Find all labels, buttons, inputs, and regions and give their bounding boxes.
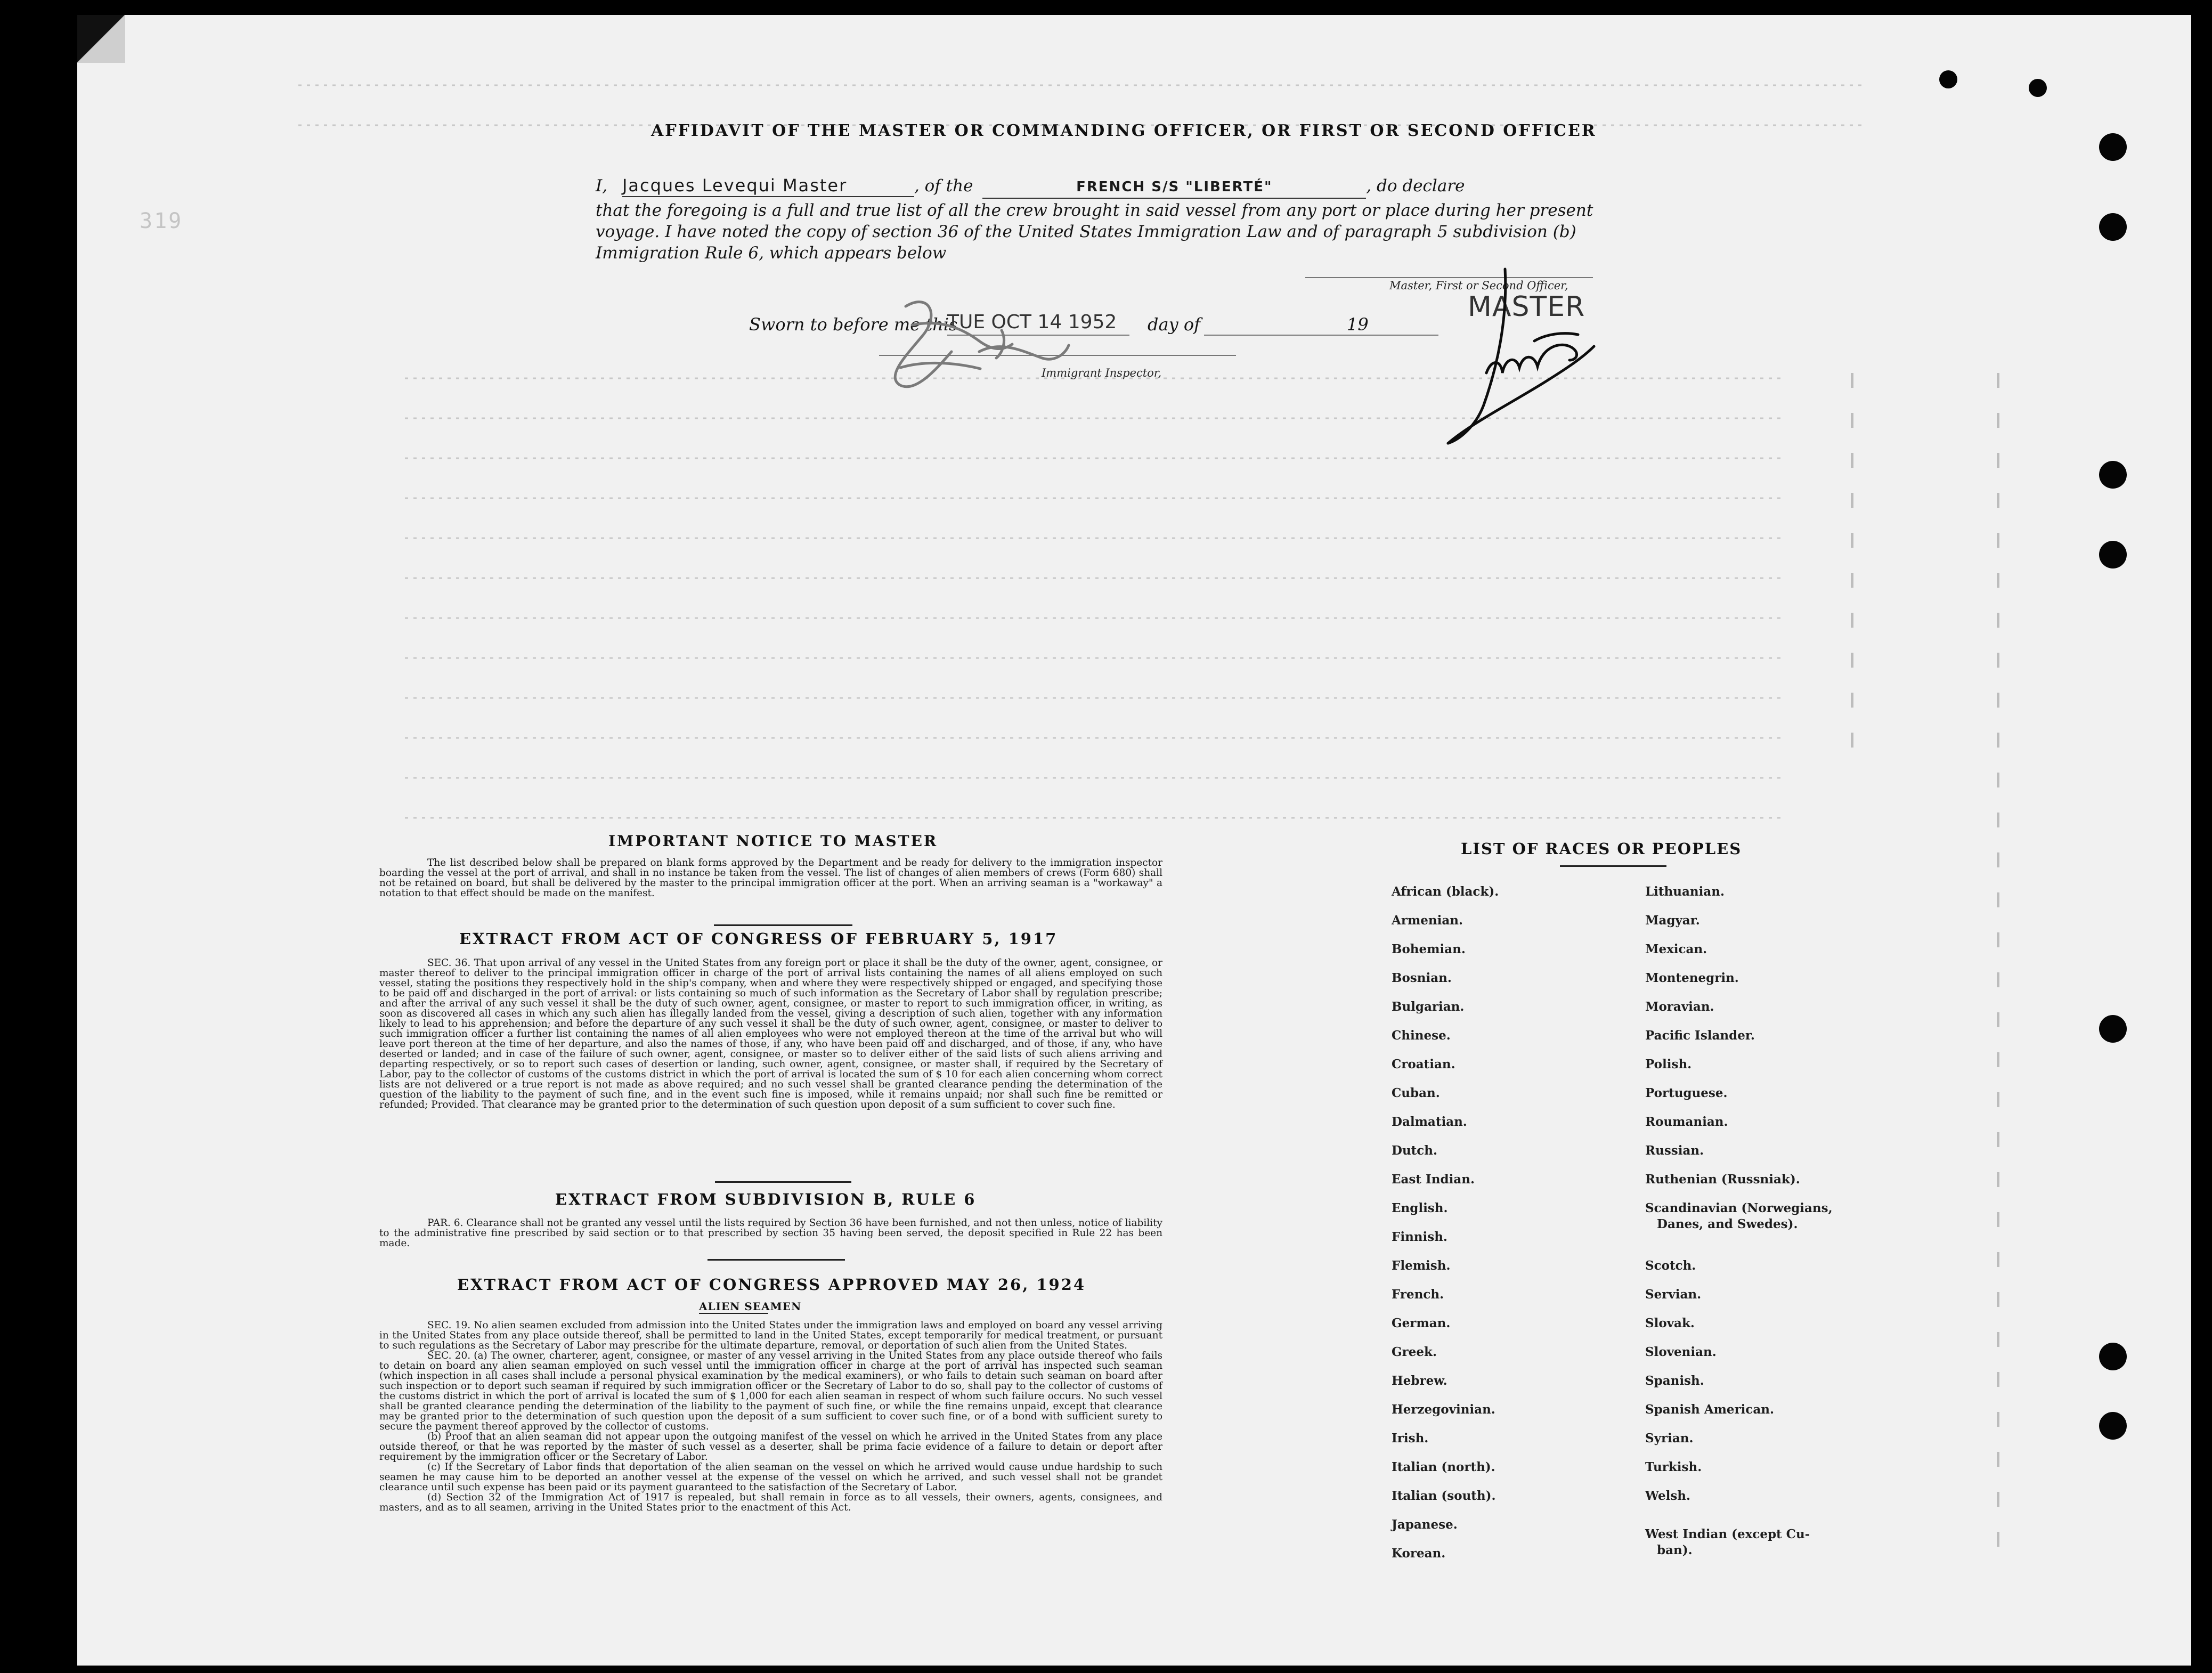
race-item: French. bbox=[1392, 1287, 1444, 1302]
race-item: Syrian. bbox=[1645, 1431, 1694, 1445]
race-item: Greek. bbox=[1392, 1345, 1437, 1359]
race-item: Lithuanian. bbox=[1645, 884, 1725, 899]
notice-title: IMPORTANT NOTICE TO MASTER bbox=[608, 832, 938, 850]
race-item: Cuban. bbox=[1392, 1086, 1440, 1100]
race-item: Pacific Islander. bbox=[1645, 1028, 1755, 1043]
races-title: LIST OF RACES OR PEOPLES bbox=[1461, 840, 1742, 858]
race-item: Japanese. bbox=[1392, 1517, 1458, 1532]
master-signature bbox=[1448, 269, 1594, 443]
race-item: Montenegrin. bbox=[1645, 971, 1739, 985]
race-item: Finnish. bbox=[1392, 1230, 1447, 1244]
race-item: Armenian. bbox=[1392, 913, 1463, 928]
section-19-paragraph: SEC. 19. No alien seamen excluded from admission into the United States under the immigration laws and employed on board any vessel arriving in the United States from any place outside thereof, shall be permitted to land in the United States, except temporarily for medical treatment, or pursuant to such regulations as the Secretary of Labor may prescribe for the ultimate departure, removal, or deportation of such alien from the United States. bbox=[379, 1320, 1162, 1351]
section-20c-paragraph: (c) If the Secretary of Labor finds that deportation of the alien seaman on the vessel on which he arrived would cause undue hardship to such seamen he may cause him to be deported an another vessel at the expense of the vessel on which he arrived, and such vessel shall not be grandet clearance until such expense has been paid or its payment guaranteed to the satisfaction of the Secretary of Labor. bbox=[379, 1461, 1162, 1493]
race-item: Polish. bbox=[1645, 1057, 1692, 1071]
divider bbox=[707, 1259, 845, 1261]
race-item: Portuguese. bbox=[1645, 1086, 1728, 1100]
race-item: Korean. bbox=[1392, 1546, 1446, 1561]
race-item: Scotch. bbox=[1645, 1258, 1696, 1273]
race-item: Hebrew. bbox=[1392, 1374, 1447, 1388]
extract-1924-title: EXTRACT FROM ACT OF CONGRESS APPROVED MAY 26, 1924 bbox=[457, 1276, 1086, 1294]
affidavit-title: AFFIDAVIT OF THE MASTER OR COMMANDING OFFICER, OR FIRST OR SECOND OFFICER bbox=[651, 121, 1597, 140]
race-item: Bulgarian. bbox=[1392, 1000, 1465, 1014]
year-prefix: 19 bbox=[1347, 314, 1369, 335]
margin-number: 319 bbox=[140, 209, 183, 233]
race-item: Roumanian. bbox=[1645, 1115, 1728, 1129]
extract-1924-body bbox=[379, 1320, 1162, 1513]
race-item: Irish. bbox=[1392, 1431, 1429, 1445]
race-item: Spanish American. bbox=[1645, 1402, 1775, 1417]
race-item: Slovenian. bbox=[1645, 1345, 1717, 1359]
race-item: Magyar. bbox=[1645, 913, 1700, 928]
race-item: East Indian. bbox=[1392, 1172, 1475, 1187]
master-stamp: MASTER bbox=[1468, 291, 1585, 323]
race-item: Russian. bbox=[1645, 1143, 1704, 1158]
race-item: Ruthenian (Russniak). bbox=[1645, 1172, 1800, 1187]
notice-paragraph: The list described below shall be prepared on blank forms approved by the Department and be ready for delivery to the immigration inspector boarding the vessel at the port of arrival, and shall in no instance be taken from the vessel. The list of changes of alien members of crews (Form 680) shall not be retained on board, but shall be delivered by the master to the principal immigration officer at the port. When an arriving seaman is a "workaway" a notation to that effect should be made on the manifest. bbox=[379, 857, 1162, 899]
race-item: Welsh. bbox=[1645, 1489, 1691, 1503]
race-item: Chinese. bbox=[1392, 1028, 1451, 1043]
extract-1917-body bbox=[379, 958, 1162, 1110]
race-item: Dalmatian. bbox=[1392, 1115, 1467, 1129]
divider bbox=[715, 1181, 851, 1183]
sworn-prefix: Sworn to before me this bbox=[749, 314, 958, 335]
extract-rule6-title: EXTRACT FROM SUBDIVISION B, RULE 6 bbox=[555, 1190, 977, 1208]
affidavit-do-declare: , do declare bbox=[1366, 176, 1465, 196]
divider bbox=[1560, 865, 1666, 867]
race-item: Italian (south). bbox=[1392, 1489, 1496, 1503]
race-item: Mexican. bbox=[1645, 942, 1707, 956]
race-item: ban). bbox=[1657, 1543, 1693, 1557]
divider bbox=[714, 924, 852, 926]
inspector-caption: Immigrant Inspector, bbox=[1042, 367, 1162, 379]
race-item: Spanish. bbox=[1645, 1374, 1704, 1388]
race-item: Croatian. bbox=[1392, 1057, 1455, 1071]
race-item: Turkish. bbox=[1645, 1460, 1702, 1474]
affidavit-of-the: , of the bbox=[914, 176, 973, 196]
affidavit-i: I, bbox=[596, 176, 608, 196]
vessel-name: FRENCH S/S "LIBERTÉ" bbox=[982, 176, 1366, 199]
master-name-handwritten: Jacques Levequi Master bbox=[622, 175, 914, 197]
section-20b-paragraph: (b) Proof that an alien seaman did not appear upon the outgoing manifest of the vessel on which he arrived in the United States from any place outside thereof, or that he was reported by the master of such vessel as a deserter, shall be prima facie evidence of a failure to detain or deport after requirement by the immigration officer or the Secretary of Labor. bbox=[379, 1431, 1162, 1463]
date-stamp: TUE OCT 14 1952 bbox=[947, 311, 1117, 333]
alien-seamen-subtitle: ALIEN SEAMEN bbox=[699, 1300, 802, 1313]
extract-rule6-body bbox=[379, 1218, 1162, 1248]
section-36-paragraph: SEC. 36. That upon arrival of any vessel in the United States from any foreign port or place it shall be the duty of the owner, agent, consignee, or master thereof to deliver to the principal immigration officer in charge of the port of arrival lists containing the names of all aliens employed on such vessel, stating the positions they respectively hold in the ship's company, when and where they were respectively shipped or engaged, and specifying those to be paid off and discharged in the port of arrival: or lists containing so much of such information as the Secretary of Labor shall by regulation prescribe; and after the arrival of any such vessel it shall be the duty of such owner, agent, consignee, or master to report to such immigration officer, in writing, as soon as discovered all cases in which any such alien has illegally landed from the vessel, giving a description of such alien, together with any information likely to lead to his apprehension; and before the departure of any such vessel it shall be the duty of such owner, agent, consignee, or master to deliver to such immigration officer a further list containing the names of all alien employees who were not employed thereon at the time of the arrival but who will leave port thereon at the time of her departure, and also the names of those, if any, who have been paid off and discharged, and of those, if any, who have deserted or landed; and in case of the failure of such owner, agent, consignee, or master so to deliver either of the said lists of such aliens arriving and departing respectively, or so to report such cases of desertion or landing, such owner, agent, consignee, or master shall, if required by the Secretary of Labor, pay to the collector of customs of the customs district in which the port of arrival is located the sum of $ 10 for each alien concerning whom correct lists are not delivered or a true report is not made as above required; and no such vessel shall be granted clearance pending the determination of the question of the liability to the payment of such fine, and in the event such fine is imposed, while it remains unpaid; nor shall such fine be remitted or refunded; Provided. That clearance may be granted prior to the determination of such question upon deposit of a sum sufficient to cover such fine. bbox=[379, 957, 1162, 1110]
race-item: Bohemian. bbox=[1392, 942, 1466, 956]
race-item: Scandinavian (Norwegians, bbox=[1645, 1201, 1833, 1215]
race-item: Italian (north). bbox=[1392, 1460, 1495, 1474]
notice-body bbox=[379, 858, 1162, 898]
section-20a-paragraph: SEC. 20. (a) The owner, charterer, agent, consignee, or master of any vessel arriving in the United States from any place outside thereof who fails to detain on board any alien seaman employed on such vessel until the immigration officer in charge at the port of arrival has inspected such seaman (which inspection in all cases shall include a personal physical examination by the medical examiners), or who fails to detain such seaman on board after such inspection or to deport such seaman if required by such immigration officer or the Secretary of Labor to do so, shall pay to the collector of customs of the customs district in which the port of arrival is located the sum of $ 1,000 for each alien seaman in respect of whom such failure occurs. No such vessel shall be granted clearance pending the determination of the liability to the payment of such fine, or while the fine remains unpaid, except that clearance may be granted prior to the determination of such question upon the deposit of a sum sufficient to cover such fine, or of a bond with sufficient surety to secure the payment thereof approved by the collector of customs. bbox=[379, 1350, 1162, 1432]
race-item: German. bbox=[1392, 1316, 1451, 1330]
race-item: Danes, and Swedes). bbox=[1657, 1217, 1798, 1231]
race-item: Servian. bbox=[1645, 1287, 1702, 1302]
extract-1917-title: EXTRACT FROM ACT OF CONGRESS OF FEBRUARY 5, 1917 bbox=[459, 930, 1058, 948]
race-item: Slovak. bbox=[1645, 1316, 1695, 1330]
master-caption: Master, First or Second Officer, bbox=[1389, 279, 1568, 292]
inspector-signature bbox=[895, 302, 1069, 387]
race-item: Bosnian. bbox=[1392, 971, 1452, 985]
race-item: Dutch. bbox=[1392, 1143, 1438, 1158]
race-item: Flemish. bbox=[1392, 1258, 1451, 1273]
race-item: English. bbox=[1392, 1201, 1448, 1215]
race-item: African (black). bbox=[1392, 884, 1499, 899]
race-item: Herzegovinian. bbox=[1392, 1402, 1495, 1417]
affidavit-body: that the foregoing is a full and true list of all the crew brought in said vessel from any port or place during her present voyage. I have noted the copy of section 36 of the United States Immigration Law and of paragraph 5 subdivision (b) Immigration Rule 6, which appears below bbox=[596, 201, 1593, 263]
divider bbox=[699, 1313, 768, 1314]
section-20d-paragraph: (d) Section 32 of the Immigration Act of 1917 is repealed, but shall remain in force as to all vessels, their owners, agents, consignees, and masters, and as to all seamen, arriving in the United States prior to the enactment of this Act. bbox=[379, 1492, 1162, 1513]
race-item: West Indian (except Cu- bbox=[1645, 1527, 1810, 1541]
race-item: Moravian. bbox=[1645, 1000, 1714, 1014]
paragraph-6: PAR. 6. Clearance shall not be granted any vessel until the lists required by Section 36 have been furnished, and not then unless, notice of liability to the administrative fine prescribed by said section or to that prescribed by section 35 having been served, the deposit specified in Rule 22 has been made. bbox=[379, 1217, 1162, 1249]
day-of-label: day of bbox=[1148, 314, 1200, 335]
